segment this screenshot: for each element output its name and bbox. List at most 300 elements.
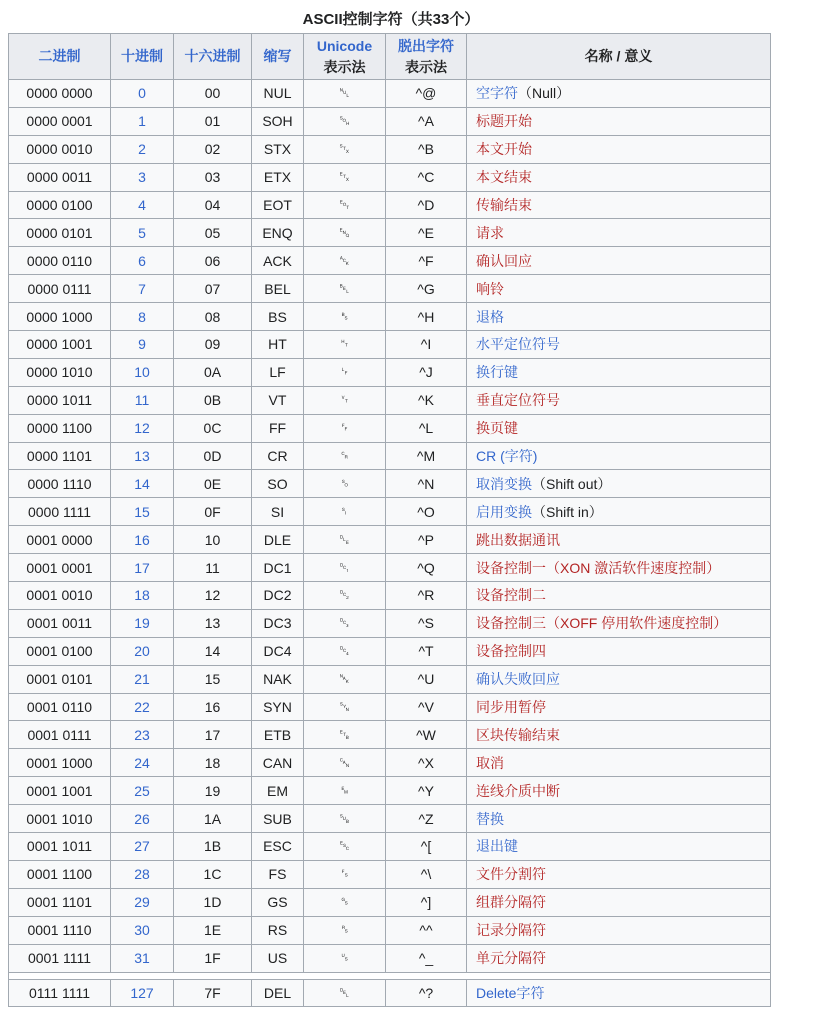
table-row: [9, 749, 771, 777]
unicode-symbol-value: ␃: [339, 169, 350, 185]
table-row: [9, 303, 771, 331]
cell-unicode-symbol: [304, 916, 386, 944]
cell-binary: [9, 944, 111, 972]
binary-value: 0000 0011: [26, 169, 93, 186]
name-link[interactable]: 启用变换: [476, 503, 532, 520]
hex-value: 09: [204, 336, 221, 353]
cell-escape: [386, 637, 467, 665]
decimal-link[interactable]: 29: [134, 894, 150, 911]
cell-binary: [9, 386, 111, 414]
name-link[interactable]: 区块传输结束: [476, 726, 560, 743]
hex-value: 17: [204, 726, 221, 743]
unicode-symbol-value: ␊: [339, 364, 350, 380]
cell-escape: [386, 331, 467, 359]
cell-binary: [9, 135, 111, 163]
cell-abbreviation: [252, 805, 304, 833]
cell-hex: [174, 442, 252, 470]
cell-name: [467, 637, 771, 665]
decimal-link[interactable]: 6: [138, 252, 146, 269]
escape-value: ^?: [418, 984, 434, 1001]
cell-abbreviation: [252, 749, 304, 777]
cell-binary: [9, 916, 111, 944]
decimal-link[interactable]: 16: [134, 531, 150, 548]
cell-unicode-symbol: [304, 107, 386, 135]
decimal-link[interactable]: 2: [138, 141, 146, 158]
cell-escape: [386, 498, 467, 526]
cell-abbreviation: [252, 219, 304, 247]
cell-binary: [9, 498, 111, 526]
decimal-link[interactable]: 26: [134, 810, 150, 827]
cell-abbreviation: [252, 833, 304, 861]
escape-value: ^L: [418, 420, 434, 437]
cell-escape: [386, 470, 467, 498]
cell-decimal: [111, 665, 174, 693]
name-link[interactable]: 取消: [476, 754, 504, 771]
unicode-symbol-value: ␏: [339, 503, 350, 519]
cell-name: [467, 916, 771, 944]
cell-hex: [174, 331, 252, 359]
unicode-symbol-value: ␒: [339, 587, 350, 603]
col-header-bin-label[interactable]: 二进制: [38, 48, 81, 65]
cell-unicode-symbol: [304, 386, 386, 414]
cell-abbreviation: [252, 582, 304, 610]
cell-unicode-symbol: [304, 163, 386, 191]
cell-decimal: [111, 860, 174, 888]
table-row: [9, 721, 771, 749]
unicode-symbol-value: ␋: [339, 392, 350, 408]
escape-value: ^T: [418, 643, 434, 660]
col-header-uni[interactable]: [304, 34, 386, 80]
col-header-abbr[interactable]: [252, 34, 304, 80]
name-link[interactable]: 传输结束: [476, 197, 532, 213]
binary-value: 0000 1001: [26, 336, 93, 353]
cell-hex: [174, 749, 252, 777]
decimal-link[interactable]: 20: [134, 643, 150, 660]
cell-escape: [386, 135, 467, 163]
cell-abbreviation: [252, 721, 304, 749]
decimal-link[interactable]: 8: [138, 308, 146, 325]
name-link[interactable]: 本文开始: [476, 141, 532, 158]
cell-name: [467, 219, 771, 247]
unicode-symbol-value: ␅: [339, 224, 350, 240]
hex-value: 1D: [203, 894, 222, 911]
decimal-link[interactable]: 12: [134, 420, 150, 437]
abbreviation-value: ETX: [263, 169, 292, 186]
name-link[interactable]: 单元分隔符: [476, 950, 546, 967]
decimal-link[interactable]: 1: [138, 113, 146, 130]
cell-decimal: [111, 470, 174, 498]
cell-binary: [9, 665, 111, 693]
cell-decimal: [111, 135, 174, 163]
cell-decimal: [111, 163, 174, 191]
cell-escape: [386, 554, 467, 582]
cell-abbreviation: [252, 916, 304, 944]
binary-value: 0000 0000: [26, 85, 93, 102]
cell-hex: [174, 275, 252, 303]
abbreviation-value: DC3: [263, 615, 292, 632]
cell-unicode-symbol: [304, 498, 386, 526]
cell-abbreviation: [252, 554, 304, 582]
cell-name: [467, 386, 771, 414]
decimal-link[interactable]: 27: [134, 838, 150, 855]
col-header-hex-label[interactable]: 十六进制: [184, 48, 241, 65]
binary-value: 0000 1100: [26, 420, 93, 437]
decimal-link[interactable]: 9: [138, 336, 146, 353]
cell-decimal: [111, 526, 174, 554]
name-link[interactable]: 换页键: [476, 420, 518, 437]
escape-value: ^R: [417, 587, 435, 604]
unicode-symbol-value: ␟: [339, 950, 350, 966]
hex-value: 0E: [203, 475, 222, 492]
table-row: [9, 554, 771, 582]
cell-name: [467, 888, 771, 916]
abbreviation-value: DLE: [263, 531, 292, 548]
decimal-link[interactable]: 23: [134, 726, 150, 743]
cell-decimal: [111, 191, 174, 219]
cell-decimal: [111, 107, 174, 135]
cell-escape: [386, 442, 467, 470]
abbreviation-value: NUL: [263, 85, 292, 102]
col-header-hex[interactable]: [174, 34, 252, 80]
name-link[interactable]: 垂直定位符号: [476, 392, 560, 409]
cell-binary: [9, 582, 111, 610]
cell-hex: [174, 888, 252, 916]
cell-binary: [9, 609, 111, 637]
unicode-symbol-value: ␝: [339, 894, 350, 910]
unicode-symbol-value: ␂: [339, 141, 350, 157]
hex-value: 08: [204, 308, 221, 325]
unicode-symbol-value: ␆: [339, 252, 350, 268]
escape-value: ^Y: [418, 782, 434, 799]
cell-unicode-symbol: [304, 693, 386, 721]
ascii-control-table: [8, 33, 771, 1007]
escape-value: ^B: [418, 141, 434, 158]
binary-value: 0001 0100: [26, 643, 93, 660]
col-header-abbr-label[interactable]: 缩写: [263, 48, 292, 65]
cell-name: [467, 358, 771, 386]
col-header-dec[interactable]: [111, 34, 174, 80]
escape-value: ^N: [417, 475, 435, 492]
table-row: [9, 414, 771, 442]
cell-decimal: [111, 331, 174, 359]
binary-value: 0001 0111: [27, 726, 92, 743]
cell-name: [467, 693, 771, 721]
cell-abbreviation: [252, 470, 304, 498]
cell-unicode-symbol: [304, 554, 386, 582]
hex-value: 1A: [203, 810, 222, 827]
cell-hex: [174, 944, 252, 972]
cell-hex: [174, 582, 252, 610]
decimal-link[interactable]: 25: [134, 782, 150, 799]
table-row: [9, 526, 771, 554]
name-link[interactable]: 连线介质中断: [476, 782, 560, 799]
name-link[interactable]: CR (字符): [476, 448, 538, 465]
abbreviation-value: DC1: [263, 559, 292, 576]
cell-binary: [9, 526, 111, 554]
table-row: [9, 693, 771, 721]
cell-decimal: [111, 979, 174, 1007]
hex-value: 19: [204, 782, 221, 799]
escape-value: ^^: [419, 922, 433, 939]
name-link[interactable]: 设备控制三（XOFF 停用软件速度控制）: [476, 615, 728, 632]
decimal-link[interactable]: 31: [134, 950, 150, 967]
cell-name: [467, 860, 771, 888]
name-link[interactable]: 请求: [476, 224, 504, 241]
table-row: [9, 80, 771, 108]
name-link[interactable]: 设备控制四: [476, 643, 546, 660]
binary-value: 0001 0001: [26, 559, 93, 576]
cell-decimal: [111, 386, 174, 414]
cell-abbreviation: [252, 526, 304, 554]
cell-name: [467, 470, 771, 498]
table-row: [9, 107, 771, 135]
name-link[interactable]: 跳出数据通讯: [476, 531, 560, 548]
cell-hex: [174, 777, 252, 805]
abbreviation-value: VT: [268, 392, 287, 409]
abbreviation-value: CAN: [262, 754, 293, 771]
name-link[interactable]: 设备控制二: [476, 587, 546, 604]
col-header-name-label: 名称 / 意义: [584, 48, 653, 65]
cell-escape: [386, 777, 467, 805]
col-header-esc[interactable]: [386, 34, 467, 80]
name-text: （Shift out）: [532, 475, 612, 492]
name-link[interactable]: 确认失败回应: [476, 671, 560, 688]
name-link[interactable]: 退出键: [476, 838, 518, 855]
cell-unicode-symbol: [304, 749, 386, 777]
cell-abbreviation: [252, 693, 304, 721]
decimal-link[interactable]: 13: [134, 448, 150, 465]
cell-unicode-symbol: [304, 191, 386, 219]
escape-value: ^W: [416, 726, 436, 743]
decimal-link[interactable]: 17: [134, 559, 150, 576]
binary-value: 0001 0010: [26, 587, 93, 604]
cell-binary: [9, 414, 111, 442]
cell-binary: [9, 805, 111, 833]
escape-value: ^Z: [418, 810, 434, 827]
table-row: [9, 331, 771, 359]
cell-escape: [386, 979, 467, 1007]
cell-escape: [386, 721, 467, 749]
escape-value: ^H: [417, 308, 435, 325]
cell-unicode-symbol: [304, 331, 386, 359]
abbreviation-value: DC4: [263, 643, 292, 660]
hex-value: 01: [204, 113, 221, 130]
col-header-dec-label[interactable]: 十进制: [121, 48, 163, 65]
cell-decimal: [111, 693, 174, 721]
cell-decimal: [111, 944, 174, 972]
decimal-link[interactable]: 127: [130, 984, 154, 1001]
binary-value: 0000 0010: [26, 141, 93, 158]
binary-value: 0000 1111: [27, 503, 92, 520]
cell-hex: [174, 303, 252, 331]
cell-decimal: [111, 442, 174, 470]
cell-escape: [386, 749, 467, 777]
name-link[interactable]: 设备控制一（XON 激活软件速度控制）: [476, 559, 721, 576]
cell-hex: [174, 498, 252, 526]
spacer-cell: [9, 972, 771, 979]
cell-abbreviation: [252, 665, 304, 693]
cell-hex: [174, 191, 252, 219]
decimal-link[interactable]: 7: [138, 280, 146, 297]
binary-value: 0001 1000: [26, 754, 93, 771]
cell-decimal: [111, 498, 174, 526]
decimal-link[interactable]: 0: [138, 85, 146, 102]
name-link[interactable]: 空字符: [476, 85, 518, 102]
table-row: [9, 386, 771, 414]
decimal-link[interactable]: 5: [138, 224, 146, 241]
cell-unicode-symbol: [304, 135, 386, 163]
name-link[interactable]: 记录分隔符: [476, 922, 546, 939]
escape-value: ^Q: [417, 559, 435, 576]
decimal-link[interactable]: 11: [134, 392, 150, 409]
binary-value: 0111 1111: [29, 984, 90, 1001]
cell-escape: [386, 582, 467, 610]
cell-unicode-symbol: [304, 582, 386, 610]
hex-value: 1C: [203, 866, 222, 883]
unicode-symbol-value: ␇: [339, 280, 350, 296]
cell-unicode-symbol: [304, 80, 386, 108]
unicode-symbol-value: ␌: [339, 420, 350, 436]
decimal-link[interactable]: 22: [134, 699, 150, 716]
cell-binary: [9, 191, 111, 219]
table-title: ASCII控制字符（共33个）: [302, 11, 480, 28]
unicode-symbol-value: ␚: [339, 810, 350, 826]
decimal-link[interactable]: 30: [134, 922, 150, 939]
name-link[interactable]: 标题开始: [476, 113, 532, 130]
table-row: [9, 135, 771, 163]
cell-name: [467, 275, 771, 303]
col-header-name: [467, 34, 771, 80]
abbreviation-value: SOH: [262, 113, 293, 130]
escape-value: ^\: [420, 866, 432, 883]
cell-hex: [174, 805, 252, 833]
decimal-link[interactable]: 28: [134, 866, 150, 883]
name-link[interactable]: 文件分割符: [476, 866, 546, 883]
col-header-bin[interactable]: [9, 34, 111, 80]
cell-abbreviation: [252, 107, 304, 135]
hex-value: 15: [204, 671, 221, 688]
decimal-link[interactable]: 10: [134, 364, 150, 381]
abbreviation-value: FS: [268, 866, 287, 883]
cell-escape: [386, 860, 467, 888]
cell-hex: [174, 554, 252, 582]
cell-hex: [174, 721, 252, 749]
escape-value: ^G: [417, 280, 435, 297]
abbreviation-value: HT: [268, 336, 287, 353]
name-link[interactable]: 取消变换: [476, 475, 532, 492]
hex-value: 1B: [203, 838, 222, 855]
cell-escape: [386, 107, 467, 135]
abbreviation-value: DEL: [263, 984, 292, 1001]
decimal-link[interactable]: 4: [138, 197, 146, 213]
name-link[interactable]: 本文结束: [476, 169, 532, 186]
cell-name: [467, 721, 771, 749]
cell-name: [467, 944, 771, 972]
decimal-link[interactable]: 3: [138, 169, 146, 186]
escape-value: ^J: [419, 364, 433, 381]
cell-decimal: [111, 888, 174, 916]
col-header-esc-label[interactable]: 脱出字符: [398, 38, 454, 55]
hex-value: 02: [204, 141, 221, 158]
col-header-uni-sublabel: 表示法: [323, 58, 366, 75]
name-link[interactable]: 组群分隔符: [476, 894, 546, 911]
hex-value: 0C: [203, 420, 222, 437]
cell-unicode-symbol: [304, 860, 386, 888]
cell-hex: [174, 916, 252, 944]
binary-value: 0001 1111: [27, 950, 92, 967]
abbreviation-value: EOT: [263, 197, 292, 213]
cell-binary: [9, 554, 111, 582]
name-link[interactable]: 水平定位符号: [476, 336, 560, 353]
cell-binary: [9, 979, 111, 1007]
unicode-symbol-value: ␍: [339, 448, 350, 464]
cell-hex: [174, 637, 252, 665]
abbreviation-value: RS: [267, 922, 288, 939]
name-link[interactable]: 同步用暂停: [476, 699, 546, 716]
hex-value: 06: [204, 252, 221, 269]
name-link[interactable]: 换行键: [476, 364, 518, 381]
unicode-symbol-value: ␘: [339, 754, 350, 770]
cell-unicode-symbol: [304, 665, 386, 693]
cell-escape: [386, 665, 467, 693]
table-row: [9, 247, 771, 275]
binary-value: 0000 0111: [27, 280, 92, 297]
cell-name: [467, 582, 771, 610]
cell-name: [467, 777, 771, 805]
table-row: [9, 665, 771, 693]
hex-value: 1F: [204, 950, 221, 967]
name-link[interactable]: 退格: [476, 308, 504, 325]
escape-value: ^V: [418, 699, 434, 716]
decimal-link[interactable]: 21: [134, 671, 150, 688]
name-link[interactable]: 确认回应: [476, 252, 532, 269]
cell-abbreviation: [252, 888, 304, 916]
cell-binary: [9, 749, 111, 777]
cell-abbreviation: [252, 637, 304, 665]
decimal-link[interactable]: 18: [134, 587, 150, 604]
cell-unicode-symbol: [304, 833, 386, 861]
cell-hex: [174, 526, 252, 554]
name-link[interactable]: 替换: [476, 810, 504, 827]
decimal-link[interactable]: 19: [134, 615, 150, 632]
hex-value: 00: [204, 85, 221, 102]
name-link[interactable]: 响铃: [476, 280, 504, 297]
cell-abbreviation: [252, 303, 304, 331]
escape-value: ^S: [418, 615, 434, 632]
decimal-link[interactable]: 14: [134, 475, 150, 492]
cell-name: [467, 609, 771, 637]
cell-unicode-symbol: [304, 721, 386, 749]
cell-binary: [9, 163, 111, 191]
cell-unicode-symbol: [304, 414, 386, 442]
cell-hex: [174, 247, 252, 275]
table-row: [9, 442, 771, 470]
cell-abbreviation: [252, 163, 304, 191]
col-header-uni-label[interactable]: Unicode: [316, 38, 373, 55]
table-row: [9, 498, 771, 526]
name-link[interactable]: Delete字符: [476, 984, 545, 1001]
decimal-link[interactable]: 24: [134, 754, 150, 771]
cell-escape: [386, 888, 467, 916]
unicode-symbol-value: ␓: [339, 615, 350, 631]
hex-value: 11: [205, 559, 220, 576]
decimal-link[interactable]: 15: [134, 503, 150, 520]
cell-abbreviation: [252, 414, 304, 442]
cell-escape: [386, 386, 467, 414]
col-header-esc-sublabel: 表示法: [405, 58, 447, 75]
unicode-symbol-value: ␀: [339, 85, 350, 101]
cell-escape: [386, 191, 467, 219]
